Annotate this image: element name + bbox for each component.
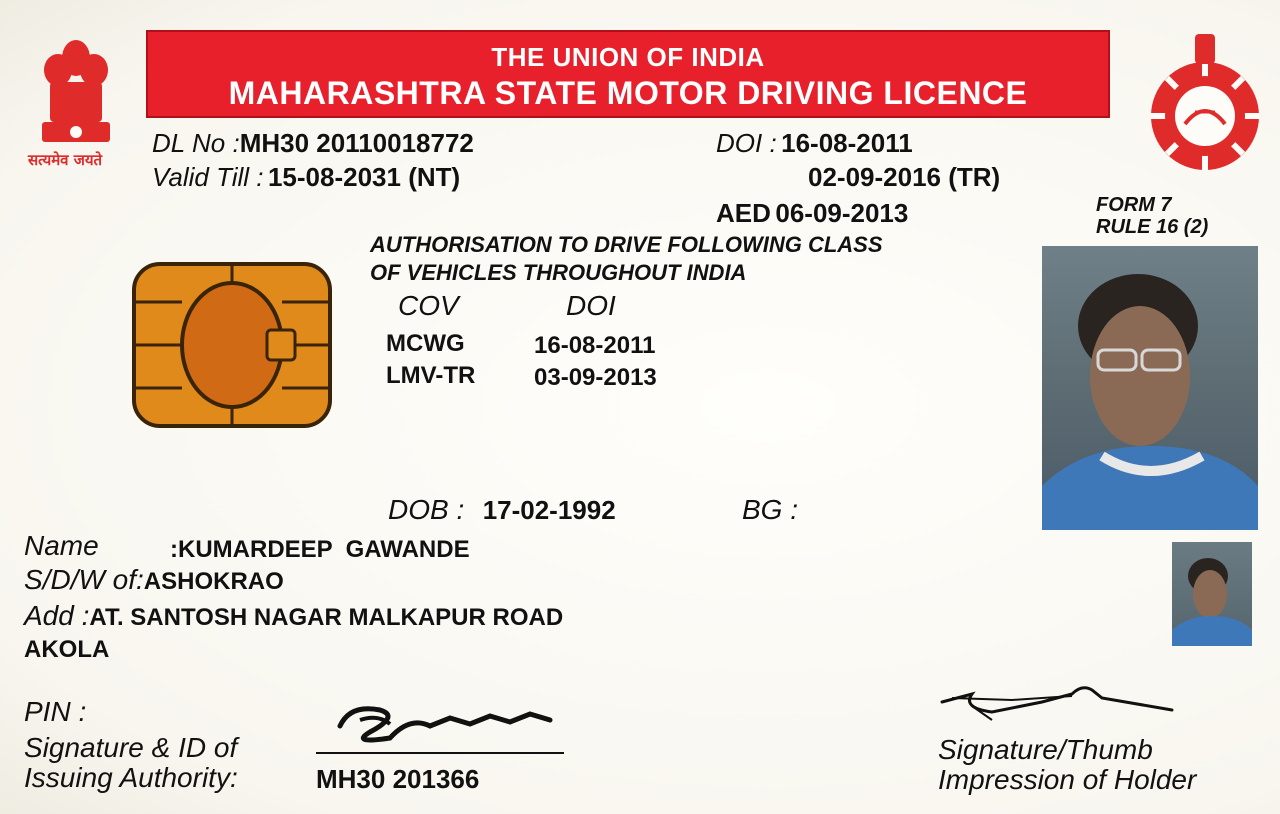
holder-signature-label-line1: Signature/Thumb bbox=[938, 734, 1153, 765]
cov-row-class: LMV-TR bbox=[386, 362, 476, 389]
form-number: FORM 7 bbox=[1096, 194, 1172, 216]
header-line2: MAHARASHTRA STATE MOTOR DRIVING LICENCE bbox=[228, 75, 1028, 111]
emblem-motto: सत्यमेव जयते bbox=[28, 151, 103, 169]
valid-till-row bbox=[152, 162, 460, 193]
address-label: Add : bbox=[24, 600, 90, 631]
authorisation-line2: OF VEHICLES THROUGHOUT INDIA bbox=[370, 260, 747, 285]
address-row bbox=[24, 600, 563, 632]
holder-signature bbox=[932, 672, 1182, 732]
doi-tr-value: 02-09-2016 (TR) bbox=[808, 162, 1001, 192]
dob-row bbox=[388, 494, 616, 526]
authority-signature-line bbox=[316, 752, 564, 754]
valid-till-label: Valid Till : bbox=[152, 162, 264, 192]
address-line2: AKOLA bbox=[24, 636, 110, 663]
relation-label: S/D/W of: bbox=[24, 564, 144, 595]
doi-value: 16-08-2011 bbox=[781, 128, 913, 158]
cov-row-date: 03-09-2013 bbox=[534, 364, 657, 391]
address-line1: AT. SANTOSH NAGAR MALKAPUR ROAD bbox=[89, 604, 564, 631]
dob-label: DOB : bbox=[388, 494, 465, 525]
authority-label-line1: Signature & ID of bbox=[24, 732, 238, 763]
dl-number-row bbox=[152, 128, 474, 159]
authorisation-line1: AUTHORISATION TO DRIVE FOLLOWING CLASS bbox=[370, 232, 883, 257]
header-line1: THE UNION OF INDIA bbox=[491, 42, 765, 72]
header-banner bbox=[146, 30, 1110, 118]
dob-value: 17-02-1992 bbox=[482, 495, 616, 525]
pin-label: PIN : bbox=[24, 696, 87, 727]
name-value: :KUMARDEEP GAWANDE bbox=[170, 536, 470, 563]
doi-row bbox=[716, 128, 913, 159]
rto-logo-text: MMVD bbox=[1187, 122, 1221, 134]
authority-id: MH30 201366 bbox=[316, 764, 480, 794]
holder-photo-thumbnail bbox=[1172, 542, 1252, 646]
cov-row-class: MCWG bbox=[386, 330, 465, 357]
cov-row-date: 16-08-2011 bbox=[534, 332, 656, 359]
holder-photo bbox=[1042, 246, 1258, 530]
doi-label: DOI : bbox=[716, 128, 777, 158]
cov-header: COV bbox=[398, 290, 459, 321]
aed-row bbox=[716, 198, 908, 229]
rto-logo-icon bbox=[1140, 28, 1270, 178]
relation-row bbox=[24, 564, 284, 596]
rule-number: RULE 16 (2) bbox=[1096, 216, 1209, 238]
holder-signature-label-line2: Impression of Holder bbox=[938, 764, 1197, 795]
smart-chip-icon bbox=[132, 262, 332, 428]
dl-no-value: MH30 20110018772 bbox=[239, 128, 474, 158]
issuing-authority-signature bbox=[330, 696, 570, 756]
valid-till-value: 15-08-2031 (NT) bbox=[267, 162, 461, 192]
name-label: Name bbox=[24, 530, 99, 561]
blood-group-label: BG : bbox=[742, 494, 799, 525]
aed-label: AED bbox=[716, 198, 771, 228]
dl-no-label: DL No : bbox=[152, 128, 240, 158]
aed-value: 06-09-2013 bbox=[775, 198, 909, 228]
cov-doi-header: DOI bbox=[566, 290, 616, 321]
authority-label-line2: Issuing Authority: bbox=[24, 762, 238, 793]
relation-value: ASHOKRAO bbox=[143, 568, 284, 595]
